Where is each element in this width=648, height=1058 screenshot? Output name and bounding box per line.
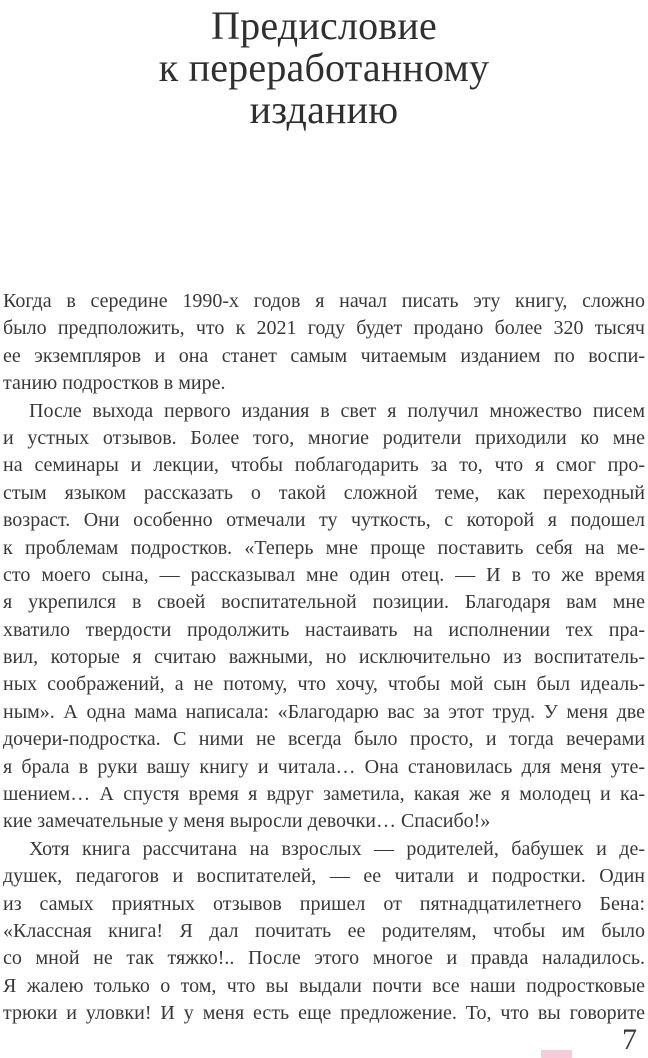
- chapter-title-line-1: Предисловие: [211, 3, 437, 48]
- text-line: ных соображений, а не потому, что хочу, чтобы мой сын был идеаль-: [3, 673, 645, 696]
- text-line: было предположить, что к 2021 году будет продано более 320 тысяч: [3, 317, 645, 340]
- paragraph: [3, 398, 645, 836]
- text-line: Когда в середине 1990-х годов я начал писать эту книгу, сложно: [3, 290, 645, 312]
- text-line: душек, педагогов и воспитателей, — ее читали и подростки. Один: [3, 865, 645, 888]
- text-line: танию подростков в мире.: [3, 372, 226, 395]
- text-line: я брала в руки вашу книгу и читала… Она становилась для меня уте-: [3, 755, 645, 778]
- text-line: «Классная книга! Я дал почитать ее родителям, чтобы им было: [3, 919, 645, 942]
- paragraph: [3, 288, 645, 398]
- page-number: 7: [622, 1023, 637, 1056]
- text-line: шением… А спустя время я вдруг заметила, какая же я молодец и ка-: [3, 783, 645, 806]
- text-line: хватило твердости продолжить настаивать на исполнении тех пра-: [3, 618, 645, 641]
- text-line: сто моего сына, — рассказывал мне один отец. — И в то же время: [3, 563, 645, 586]
- text-line: возраст. Они особенно отмечали ту чуткость, с которой я подошел: [3, 509, 645, 532]
- text-line: из самых приятных отзывов пришел от пятнадцатилетнего Бена:: [3, 892, 645, 915]
- text-line: кие замечательные у меня выросли девочки… Спасибо!»: [3, 810, 491, 833]
- text-line: ным». А одна мама написала: «Благодарю вас за этот труд. У меня две: [3, 700, 645, 723]
- text-line: дочери-подростка. С ними не всегда было просто, и тогда вечерами: [3, 728, 645, 751]
- text-line: стым языком рассказать о такой сложной теме, как переходный: [3, 481, 645, 504]
- text-line: вил, которые я считаю важными, но исключительно из воспитатель-: [3, 646, 645, 669]
- chapter-title: [0, 0, 648, 131]
- text-line: трюки и уловки! И у меня есть еще предложение. То, что вы говорите: [3, 1002, 645, 1025]
- text-line: ее экземпляров и она станет самым читаемым изданием по воспи-: [3, 344, 645, 367]
- text-line: со мной не так тяжко!.. После этого многое и правда наладилось.: [3, 947, 645, 970]
- text-line: на семинары и лекции, чтобы поблагодарить за то, что я смог про-: [3, 454, 645, 477]
- text-line: После выхода первого издания в свет я получил множество писем: [29, 399, 645, 422]
- chapter-title-line-3: изданию: [249, 87, 399, 132]
- text-line: и устных отзывов. Более того, многие родители приходили ко мне: [3, 426, 645, 449]
- text-line: к проблемам подростков. «Теперь мне проще поставить себя на ме-: [3, 536, 645, 559]
- paragraph: [3, 836, 645, 1028]
- text-line: Я жалею только о том, что вы выдали почти все наши подростковые: [3, 974, 645, 997]
- text-line: я укрепился в своей воспитательной позиции. Благодаря вам мне: [3, 591, 645, 614]
- body-text: [3, 288, 645, 1028]
- chapter-title-line-2: к переработанному: [158, 45, 490, 90]
- text-line: Хотя книга рассчитана на взрослых — родителей, бабушек и де-: [29, 837, 645, 860]
